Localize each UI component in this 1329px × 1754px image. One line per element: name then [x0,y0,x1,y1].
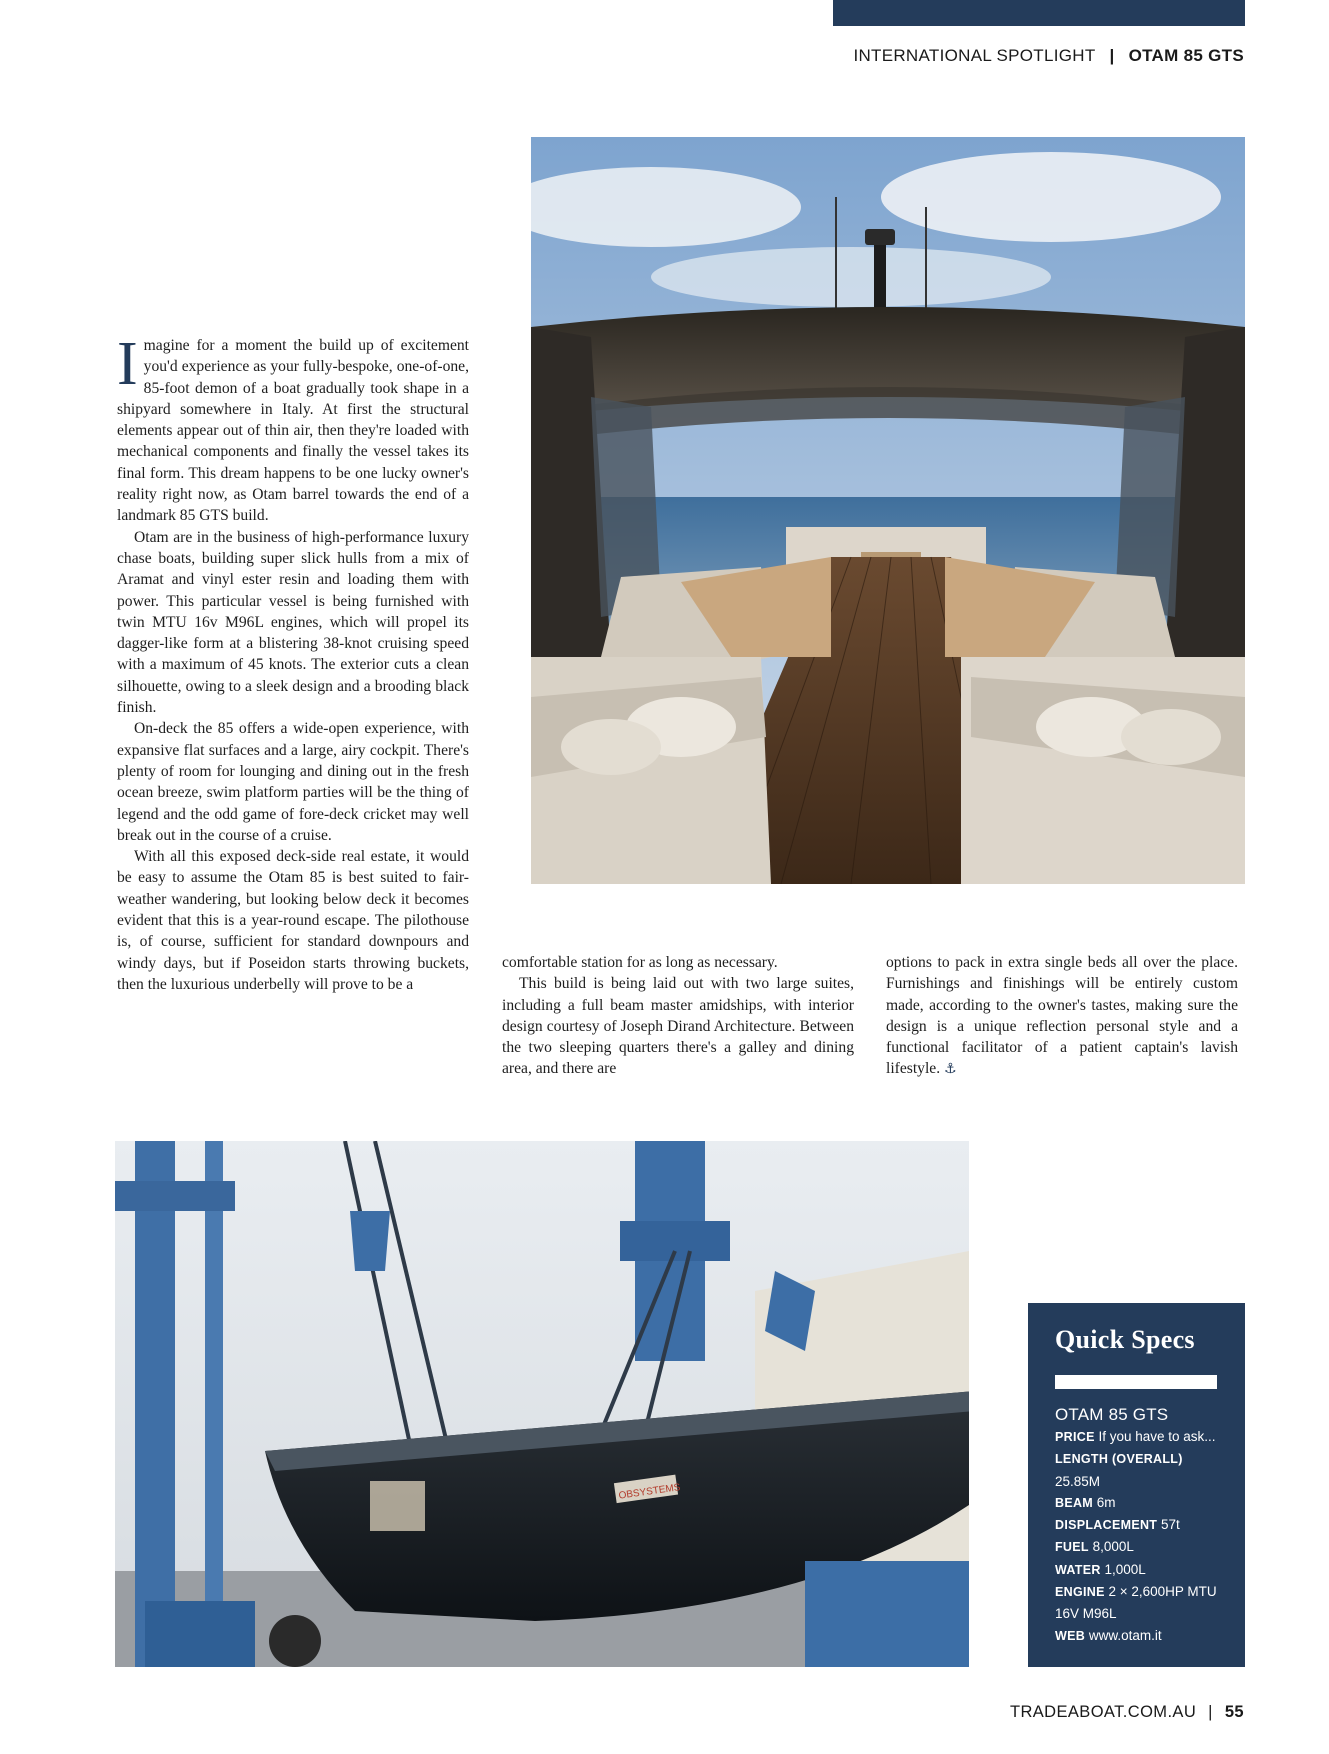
paragraph-2: Otam are in the business of high-performance luxury chase boats, building super slick hulls from a mix of Aramat and vinyl ester resin and loading them with power. This particular vessel is being furnished with twin MTU 16v M96L engines, which will propel its dagger-like form at a blistering 38-knot cruising speed with a maximum of 45 knots. The exterior cuts a clean silhouette, owing to a sleek design and a brooding black finish. [117,528,469,717]
drop-cap: I [117,330,138,398]
spec-web: WEB www.otam.it [1055,1627,1162,1643]
paragraph-5-continued: options to pack in extra single beds all over the place. Furnishings and finishings will be entirely custom made, according to the owner's tastes, making sure the design is a unique reflection personal style and a functional facilitator of a patient captain's lavish lifestyle. [886,954,1238,1078]
quick-specs-title: Quick Specs [1055,1325,1195,1354]
spec-engine: ENGINE 2 × 2,600HP MTU 16V M96L [1055,1584,1217,1622]
section-label: INTERNATIONAL SPOTLIGHT [853,46,1096,65]
deck-photo [531,137,1245,884]
shipyard-photo-illustration [115,1141,969,1667]
quick-specs-model: OTAM 85 GTS [1055,1405,1169,1424]
shipyard-photo [115,1141,969,1667]
paragraph-4-continued: comfortable station for as long as necessary. [502,954,778,971]
hull-sticker-label: OBSYSTEMS [617,1482,682,1502]
deck-photo-illustration [531,137,1245,884]
spec-displacement: DISPLACEMENT 57t [1055,1517,1180,1533]
header-separator: | [1109,46,1115,65]
article-column-3 [886,952,1238,1081]
spec-price: PRICE If you have to ask... [1055,1429,1216,1444]
footer-separator: | [1208,1703,1213,1721]
header-model: OTAM 85 GTS [1128,46,1244,65]
paragraph-3: On-deck the 85 offers a wide-open experience, with expansive flat surfaces and a large, airy cockpit. There's plenty of room for lounging and dining out in the fresh ocean breeze, swim platform parties will be the thing of legend and the odd game of fore-deck cricket may well break out in the course of a cruise. [117,720,469,844]
top-color-bar [833,0,1245,26]
paragraph-4: With all this exposed deck-side real estate, it would be easy to assume the Otam 85 is best suited to fair-weather wandering, but looking below deck it becomes evident that this is a year-round escape. The pilothouse is, of course, sufficient for standard downpours and windy days, but if Poseidon starts throwing buckets, then the luxurious underbelly will prove to be a [117,848,469,993]
article-column-2 [502,952,854,1080]
page-footer [1010,1703,1244,1722]
quick-specs-box [1028,1303,1245,1667]
spec-length: LENGTH (OVERALL) 25.85M [1055,1452,1183,1489]
page-number: 55 [1224,1703,1244,1721]
paragraph-1: magine for a moment the build up of excitement you'd experience as your fully-bespoke, one-of-one, 85-foot demon of a boat gradually took shape in a shipyard somewhere in Italy. At first the structural elements appear out of thin air, then they're loaded with mechanical components and finally the vessel takes its final form. This dream happens to be one lucky owner's reality right now, as Otam barrel towards the end of a landmark 85 GTS build. [117,337,469,525]
paragraph-5: This build is being laid out with two large suites, including a full beam master amidships, with interior design courtesy of Joseph Dirand Architecture. Between the two sleeping quarters there's a galley and dining area, and there are [502,975,854,1078]
spec-fuel: FUEL 8,000L [1055,1539,1134,1555]
quick-specs-rule [1055,1375,1217,1389]
article-column-1 [117,330,469,995]
spec-water: WATER 1,000L [1055,1561,1146,1577]
spec-beam: BEAM 6m [1055,1494,1116,1510]
running-header [700,46,1244,66]
anchor-icon: ⚓ [944,1061,957,1078]
footer-site: TRADEABOAT.COM.AU [1009,1703,1197,1721]
